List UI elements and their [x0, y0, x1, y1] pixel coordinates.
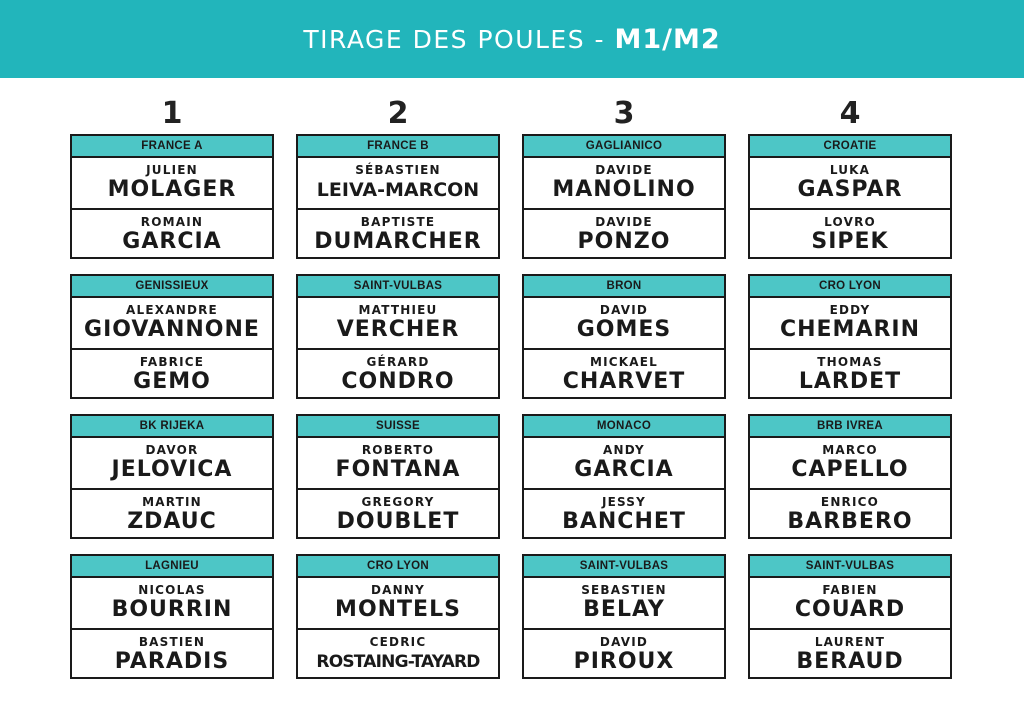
player-last-name: DOUBLET [336, 508, 460, 534]
player-last-name: MONTELS [335, 597, 461, 622]
player-last-name: CHARVET [562, 368, 686, 394]
player-last-name: BOURRIN [111, 597, 233, 622]
title-banner [0, 0, 1024, 78]
team-name: CRO LYON [750, 276, 950, 298]
player-last-name: GASPAR [797, 177, 903, 202]
player-entry [524, 488, 724, 539]
player-first-name: DAVID [599, 303, 649, 317]
pool-card [296, 274, 500, 399]
player-first-name: GREGORY [361, 494, 435, 509]
player-last-name: PIROUX [573, 648, 675, 674]
player-entry [750, 348, 950, 399]
player-first-name: GÉRARD [366, 354, 430, 369]
player-entry [524, 348, 724, 399]
player-last-name: FONTANA [335, 457, 461, 482]
player-first-name: BAPTISTE [360, 214, 436, 229]
pool-card [522, 134, 726, 259]
player-entry [72, 488, 272, 539]
player-last-name: CAPELLO [791, 457, 909, 482]
pool-card [748, 554, 952, 679]
player-first-name: MATTHIEU [358, 303, 438, 317]
player-last-name: MOLAGER [107, 177, 237, 202]
player-entry [750, 578, 950, 628]
player-last-name: MANOLINO [552, 177, 696, 202]
player-entry [524, 158, 724, 208]
player-entry [298, 298, 498, 348]
team-name: SUISSE [298, 416, 498, 438]
column-number-1: 1 [161, 96, 183, 131]
player-entry [72, 578, 272, 628]
player-first-name: LOVRO [824, 214, 876, 229]
player-entry [750, 488, 950, 539]
player-first-name: MARCO [822, 443, 878, 457]
player-entry [298, 578, 498, 628]
player-entry [72, 158, 272, 208]
player-entry [72, 348, 272, 399]
pool-card [70, 134, 274, 259]
player-last-name: GARCIA [574, 457, 674, 482]
team-name: SAINT-VULBAS [750, 556, 950, 578]
title-prefix: TIRAGE DES POULES - [303, 24, 615, 54]
team-name: FRANCE A [72, 136, 272, 158]
player-first-name: JESSY [601, 494, 647, 509]
player-entry [750, 208, 950, 259]
pool-card [748, 274, 952, 399]
player-entry [298, 348, 498, 399]
player-last-name: BERAUD [796, 648, 904, 674]
player-first-name: ROMAIN [140, 214, 204, 229]
pool-card [522, 274, 726, 399]
column-number-3: 3 [613, 96, 635, 131]
player-first-name: SEBASTIEN [581, 583, 667, 597]
team-name: GAGLIANICO [524, 136, 724, 158]
player-first-name: FABRICE [139, 354, 205, 369]
player-entry [524, 628, 724, 679]
pool-card [296, 414, 500, 539]
player-entry [298, 438, 498, 488]
player-first-name: ROBERTO [361, 443, 435, 457]
player-last-name: CHEMARIN [779, 317, 921, 342]
team-name: BRB IVREA [750, 416, 950, 438]
player-last-name: GOMES [576, 317, 672, 342]
player-entry [750, 438, 950, 488]
player-entry [72, 298, 272, 348]
player-last-name: ROSTAING-TAYARD [316, 651, 480, 672]
team-name: LAGNIEU [72, 556, 272, 578]
title-category: M1/M2 [614, 23, 721, 55]
player-last-name: VERCHER [336, 317, 460, 342]
player-first-name: SÉBASTIEN [355, 163, 441, 177]
player-entry [72, 438, 272, 488]
player-first-name: DAVIDE [595, 214, 653, 229]
pool-card [522, 414, 726, 539]
player-first-name: ALEXANDRE [126, 303, 218, 317]
player-last-name: ZDAUC [127, 508, 217, 534]
player-last-name: COUARD [794, 597, 906, 622]
player-last-name: GIOVANNONE [84, 317, 260, 342]
player-last-name: BANCHET [562, 508, 686, 534]
player-first-name: CEDRIC [369, 634, 427, 649]
player-last-name: LEIVA-MARCON [316, 179, 480, 201]
pool-card [522, 554, 726, 679]
team-name: MONACO [524, 416, 724, 438]
player-last-name: GEMO [133, 368, 211, 394]
player-entry [750, 158, 950, 208]
player-last-name: DUMARCHER [314, 228, 482, 254]
player-entry [524, 208, 724, 259]
player-first-name: THOMAS [817, 354, 883, 369]
player-first-name: BASTIEN [138, 634, 206, 649]
team-name: SAINT-VULBAS [298, 276, 498, 298]
player-last-name: GARCIA [122, 228, 222, 254]
player-entry [298, 208, 498, 259]
pool-card [748, 414, 952, 539]
player-first-name: DAVIDE [595, 163, 653, 177]
player-first-name: DAVOR [145, 443, 199, 457]
player-entry [524, 578, 724, 628]
player-first-name: NICOLAS [138, 583, 206, 597]
pool-card [70, 414, 274, 539]
column-number-2: 2 [387, 96, 409, 131]
player-first-name: LUKA [829, 163, 871, 177]
player-entry [298, 628, 498, 679]
player-first-name: FABIEN [822, 583, 878, 597]
pool-card [296, 554, 500, 679]
team-name: FRANCE B [298, 136, 498, 158]
page-title [303, 24, 720, 55]
player-entry [524, 298, 724, 348]
team-name: SAINT-VULBAS [524, 556, 724, 578]
player-entry [72, 208, 272, 259]
player-last-name: JELOVICA [111, 457, 233, 482]
team-name: BK RIJEKA [72, 416, 272, 438]
player-first-name: JULIEN [146, 163, 198, 177]
pool-card [70, 554, 274, 679]
team-name: CRO LYON [298, 556, 498, 578]
player-last-name: PARADIS [114, 648, 230, 674]
player-first-name: DAVID [599, 634, 649, 649]
player-last-name: BARBERO [787, 508, 913, 534]
player-entry [750, 628, 950, 679]
player-first-name: MARTIN [142, 494, 202, 509]
player-first-name: ENRICO [820, 494, 880, 509]
player-entry [298, 158, 498, 208]
player-entry [72, 628, 272, 679]
pool-card [296, 134, 500, 259]
pool-card [748, 134, 952, 259]
player-entry [524, 438, 724, 488]
player-last-name: LARDET [798, 368, 902, 394]
pool-card [70, 274, 274, 399]
player-first-name: LAURENT [814, 634, 886, 649]
player-entry [750, 298, 950, 348]
team-name: GENISSIEUX [72, 276, 272, 298]
player-entry [298, 488, 498, 539]
team-name: CROATIE [750, 136, 950, 158]
player-last-name: BELAY [583, 597, 665, 622]
column-number-4: 4 [839, 96, 861, 131]
player-first-name: DANNY [370, 583, 426, 597]
player-last-name: CONDRO [341, 368, 455, 394]
player-first-name: ANDY [603, 443, 645, 457]
player-first-name: MICKAEL [589, 354, 659, 369]
player-last-name: SIPEK [811, 228, 889, 254]
player-last-name: PONZO [577, 228, 671, 254]
player-first-name: EDDY [829, 303, 871, 317]
team-name: BRON [524, 276, 724, 298]
